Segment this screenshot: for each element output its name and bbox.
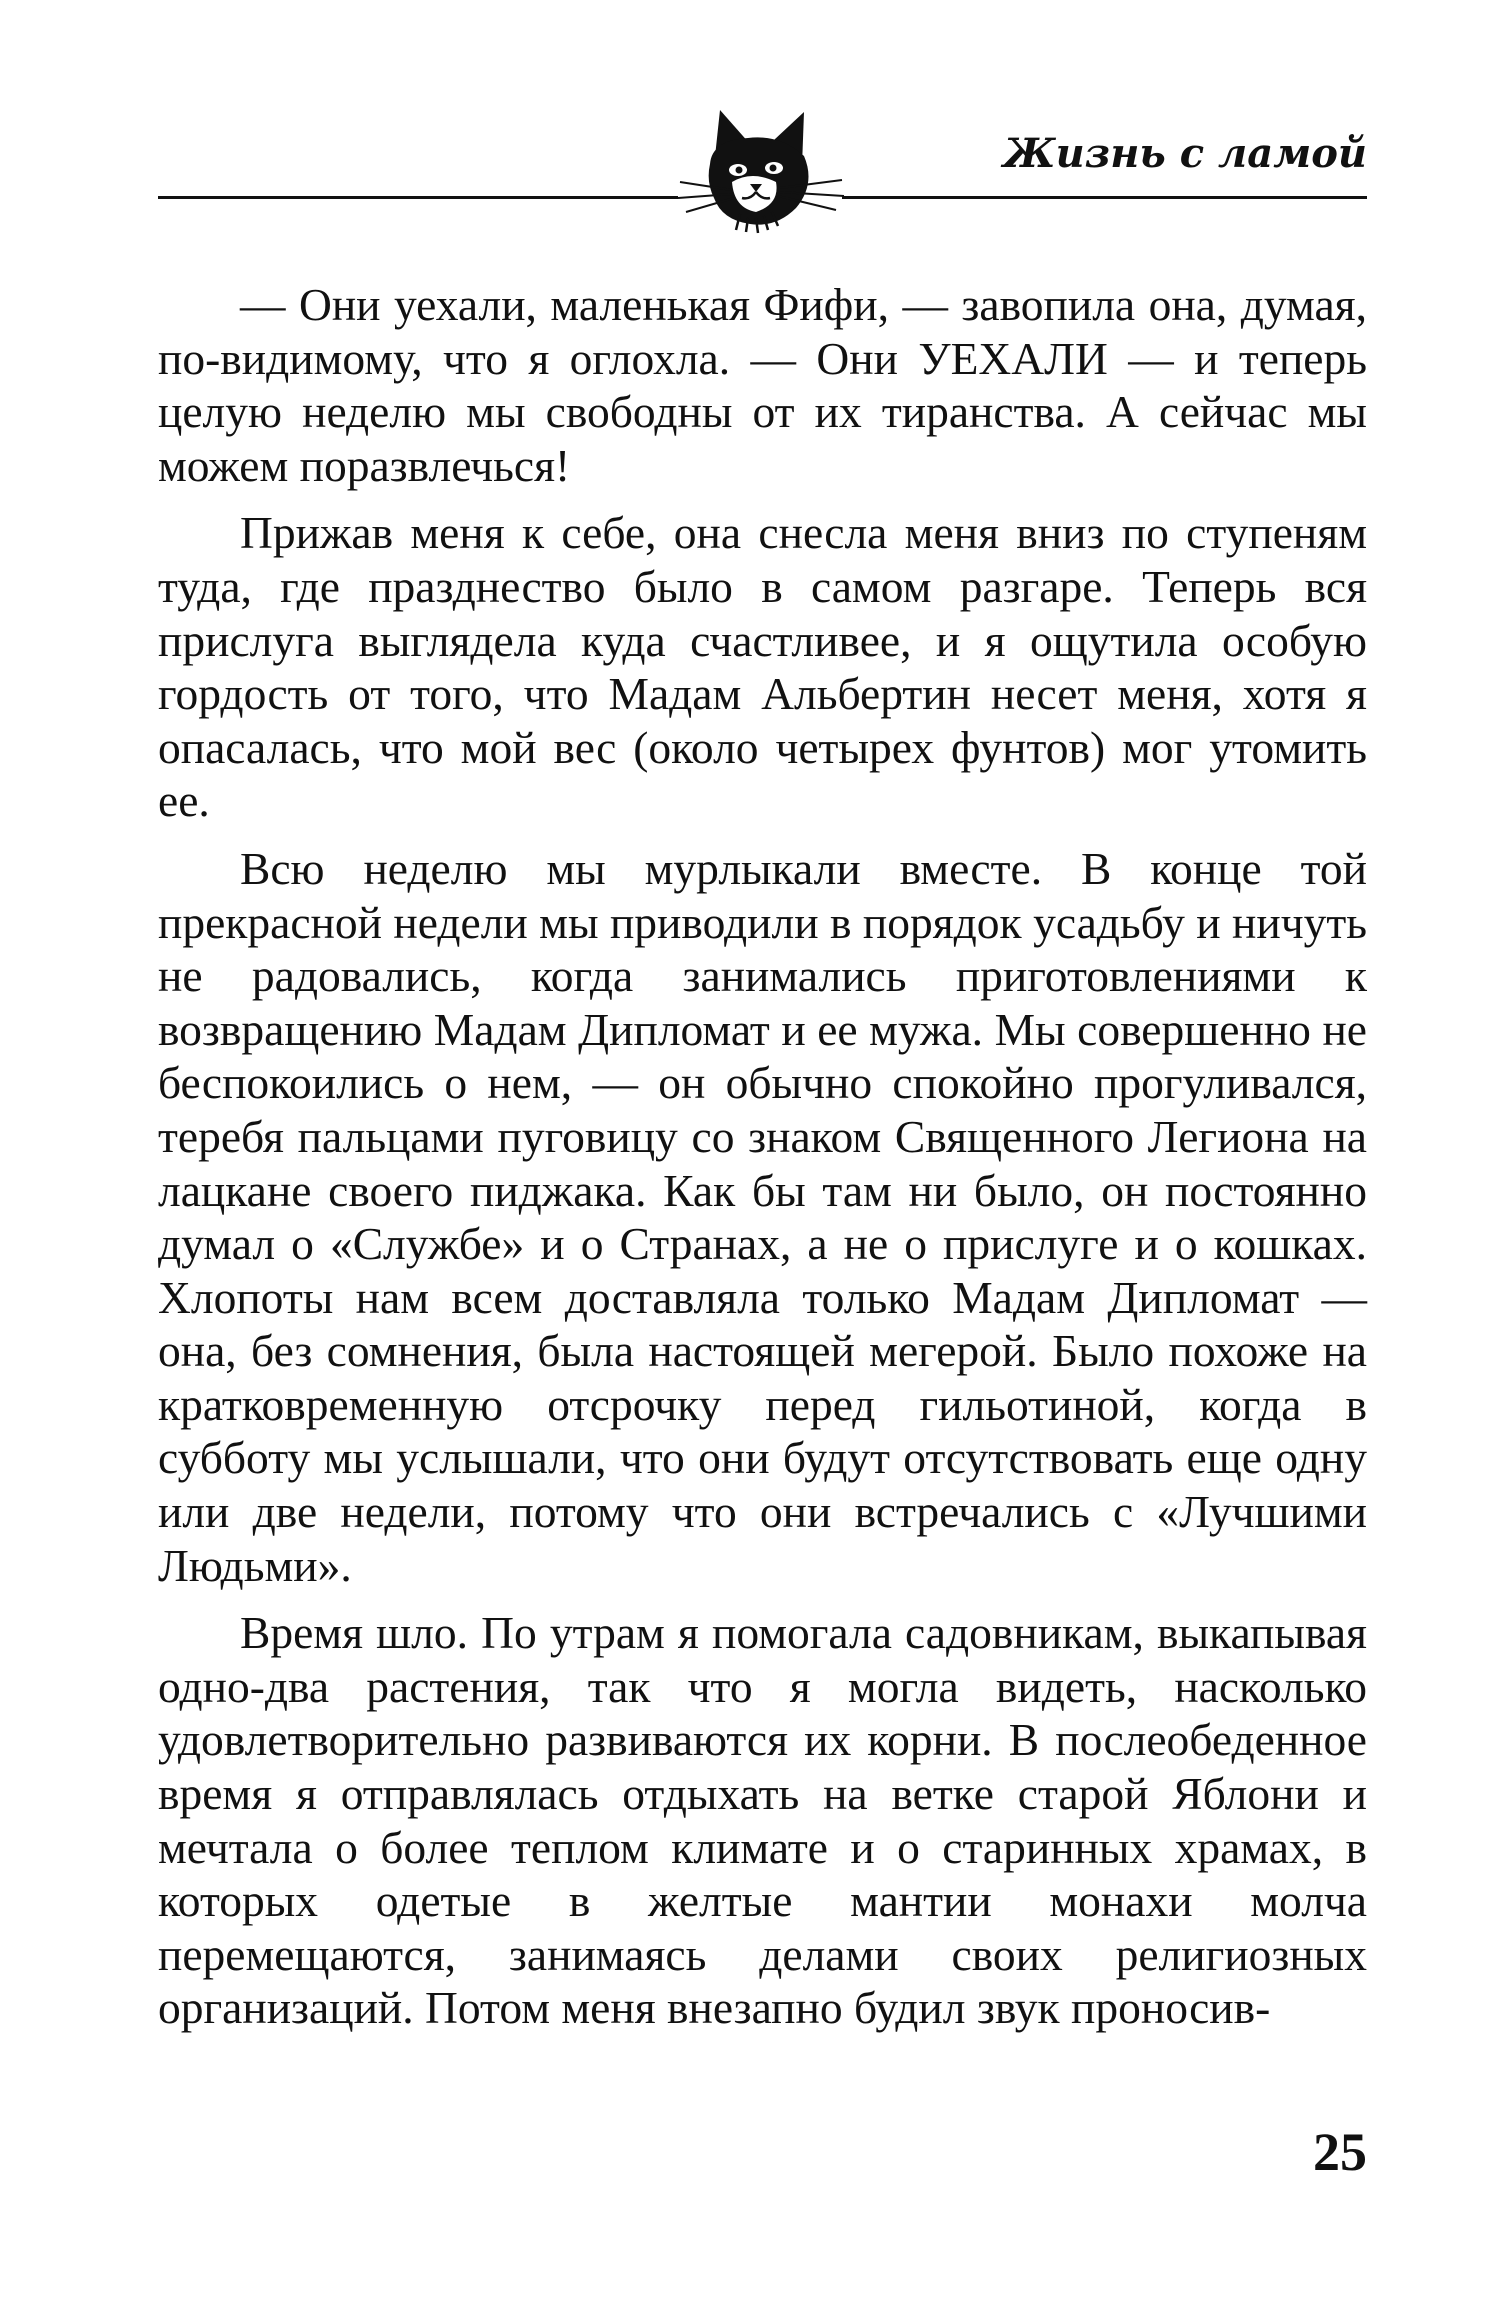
page-header	[0, 0, 1506, 230]
page-text	[158, 278, 1367, 2035]
cat-head-icon	[676, 104, 846, 234]
paragraph: Время шло. По утрам я помогала садовникам, выкапывая одно-два растения, так что я могла видеть, насколько удовлетворительно развиваются их корни. В послеобеденное время я отправлялась отдыхать на ветке старой Яблони и мечтала о более теплом климате и о старинных храмах, в которых одетые в желтые мантии монахи молча перемещаются, занимаясь делами своих религиозных организаций. Потом меня внезапно будил звук проносив-	[158, 1607, 1367, 2034]
header-rule-right	[842, 196, 1367, 199]
page-number: 25	[1313, 2122, 1367, 2182]
paragraph: Всю неделю мы мурлыкали вместе. В конце той прекрасной недели мы приводили в порядок усадьбу и ничуть не радовались, когда занимались приготовлениями к возвращению Мадам Дипломат и ее мужа. Мы совершенно не беспокоились о нем, — он обычно спокойно прогуливался, теребя пальцами пуговицу со знаком Священного Легиона на лацкане своего пиджака. Как бы там ни было, он постоянно думал о «Службе» и о Странах, а не о прислуге и о кошках. Хлопоты нам всем доставляла только Мадам Дипломат — она, без сомнения, была настоящей мегерой. Было похоже на кратковременную отсрочку перед гильотиной, когда в субботу мы услышали, что они будут отсутствовать еще одну или две недели, потому что они встречались с «Лучшими Людьми».	[158, 842, 1367, 1591]
running-title: Жизнь с ламой	[1003, 130, 1367, 177]
paragraph: Прижав меня к себе, она снесла меня вниз по ступеням туда, где празднество было в самом разгаре. Теперь вся прислуга выглядела куда счастливее, и я ощутила особую гордость от того, что Мадам Альбертин несет меня, хотя я опасалась, что мой вес (около четырех фунтов) мог утомить ее.	[158, 507, 1367, 827]
header-rule-left	[158, 196, 678, 199]
paragraph: — Они уехали, маленькая Фифи, — завопила она, думая, по-видимому, что я оглохла. — Они УЕХАЛИ — и теперь целую неделю мы свободны от их тиранства. А сейчас мы можем поразвлечься!	[158, 279, 1367, 491]
